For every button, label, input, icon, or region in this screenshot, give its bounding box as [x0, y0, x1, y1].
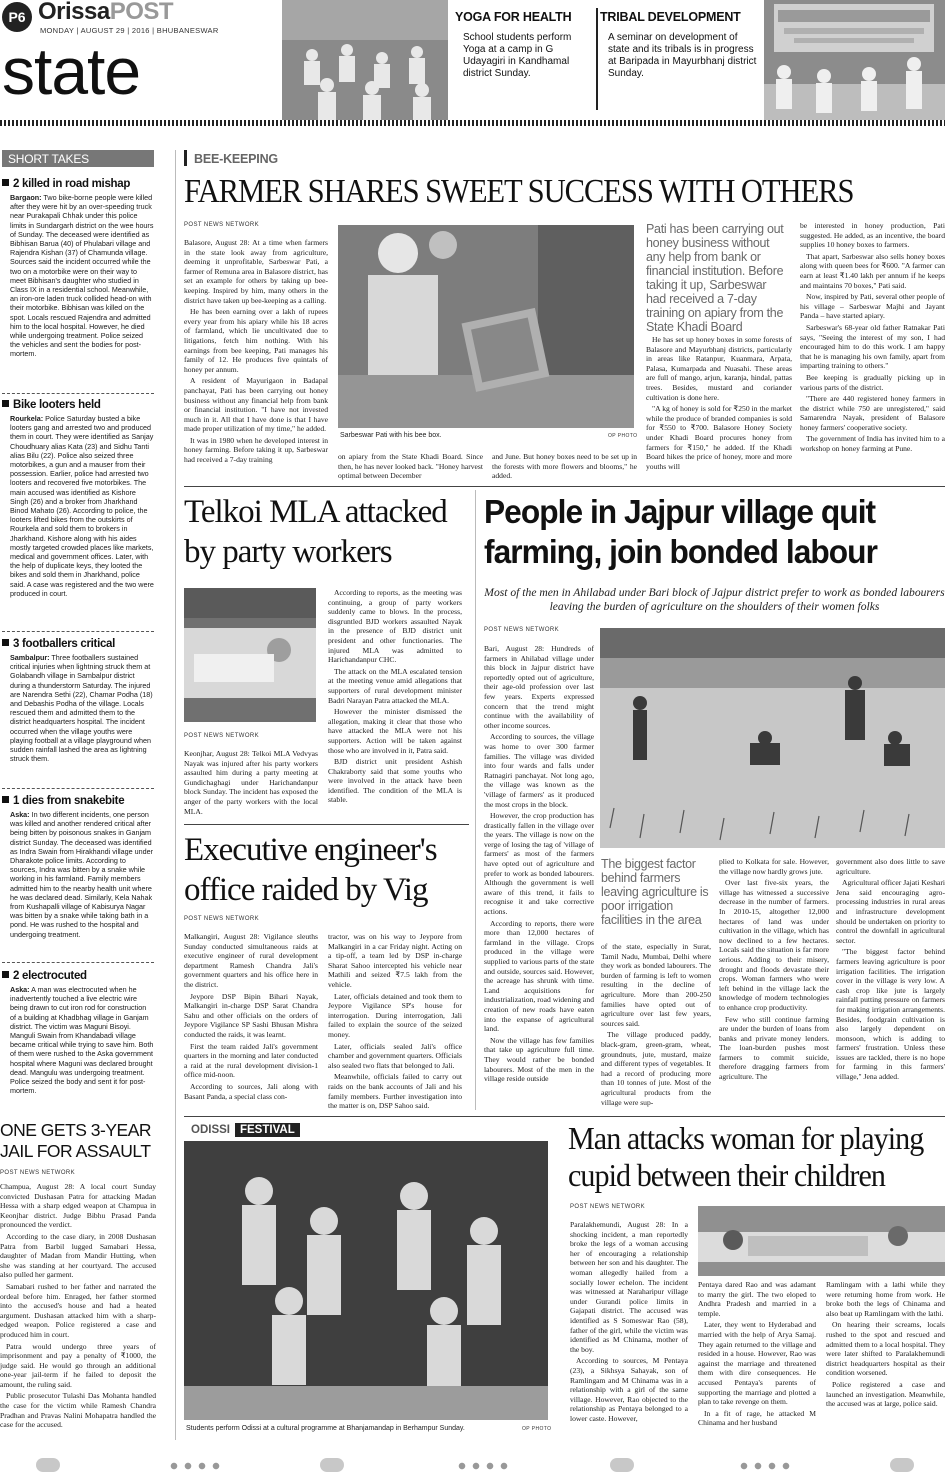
short-take-divider — [2, 962, 154, 963]
paragraph: tractor, was on his way to Jeypore from Malkangiri in a car Friday night. Acting on a tip-off, a team led by DSP in-charge Sharat Sahoo intercepted his vehicle near Mathili and seized ₹7.5 lakh from the vehicle. — [328, 932, 462, 989]
paragraph: The government of India has invited him to a workshop on honey farming at Pune. — [800, 434, 945, 454]
paragraph: Now the village has few families that take up agriculture full time. They would rather be bonded labourers. Most of the men in the village reside outside — [484, 1035, 594, 1084]
registration-marks — [0, 1450, 945, 1480]
paragraph: "The biggest factor behind farmers leaving agriculture is poor irrigation facilities. The irrigation cover in the village is very low. A cash crop like jute is largely rainfall putting pressure on farmers for making irrigation arrangements. Besides, foodgrain cultivation is also largely dependent on monsoon, which is adding to farmers' frustration. Unless these issues are tackled, there is no hope for farming in this farmers' village," Jena added. — [836, 947, 945, 1082]
paragraph: According to sources, the village was home to over 300 farmer families. The village was divided into four wards and falls under Ratnagiri panchayat. Not long ago, the village was known as the 'village of farmers' as it produced the most crops in the block. — [484, 732, 594, 809]
jajpur-column-rule — [475, 490, 476, 1110]
paragraph: Patra would undergo three years of imprisonment and pay a penalty of ₹1000, the judge said. He would go through an additional one-year jail-term if he failed to deposit the amount, the ruling said. — [0, 1341, 156, 1389]
vig-credit: POST NEWS NETWORK — [184, 916, 260, 922]
lead-credit: POST NEWS NETWORK — [184, 222, 260, 228]
jail-story — [0, 1120, 156, 1432]
tribal-photo-image — [764, 0, 945, 120]
paragraph: Sarbeswar's 68-year old father Ratnakar Pati says, "Seeing the interest of my son, I had encouraged him to do this work. I am happy that he is managing his own family, apart from imparting training to others." — [800, 322, 945, 371]
bullet-icon — [2, 971, 9, 978]
reg-mark-dots — [170, 1462, 220, 1470]
short-take-text: Two bike-borne people were killed after they were hit by an over-speeding truck near Purakapali Chhak under this police limits in Sundargarh district on the wee hours of Sunday. The deceased were identified as Bibhisan Barua (40) of Phulabari village and Rajendra Kishan (37) of Chamunda village. Sources said the incident occurred while the two on a motorbike were on their way to meet Bibhisan's daughter who studied in Class IX in a residential school. Meanwhile, an iron-ore laden truck collided head-on with their motorbike. Bibhisan was killed on the spot. Locals rescued Rajendra and admitted him to the local hospital. However, he died while undergoing treatment. Police seized the vehicles and sent the bodies for post-mortem. — [10, 193, 154, 359]
short-takes-header — [2, 150, 154, 167]
page-number-badge: P6 — [2, 2, 32, 32]
paragraph: The village produced paddy, black-gram, green-gram, wheat, groundnuts, jute, mustard, maize and different types of vegetables. It had a record of producing more than 10 tonnes of jute. Most of the agricultural products from the village were sup- — [601, 1030, 711, 1107]
paragraph: Champua, August 28: A local court Sunday convicted Dushasan Patra for attacking Madan Hessa with a sharp edged weapon at Champua in Keonjhar district. Judge Bibhu Prasad Panda pronounced the verdict. — [0, 1182, 156, 1230]
bullet-icon — [2, 400, 9, 407]
odissi-kicker-2: FESTIVAL — [235, 1123, 300, 1137]
cupid-col2 — [698, 1280, 816, 1430]
paragraph: Pentaya dared Rao and was adamant to marry the girl. The two eloped to Andhra Pradesh and married in a temple. — [698, 1280, 816, 1318]
paragraph: Police registered a case and launched an investigation. Meanwhile, the accused was at large, police said. — [826, 1379, 945, 1409]
paragraph: Now, inspired by Pati, several other people of his village – Sarbeswar Majhi and Jayant Panda – have started apiary. — [800, 292, 945, 321]
lead-col1 — [184, 238, 328, 467]
paragraph: government also does little to save agriculture. — [836, 857, 945, 876]
short-take-title: 1 dies from snakebite — [13, 795, 125, 807]
paragraph: "There are 440 registered honey farmers in the district while 750 are unregistered," said Samarendra Nayak, president of Balasore honey farmers' cooperative society. — [800, 394, 945, 432]
short-take-title: 3 footballers critical — [13, 638, 116, 650]
paragraph: According to sources, Jali along with Basant Panda, a special class con- — [184, 1081, 318, 1101]
promo-tribal[interactable] — [600, 0, 760, 120]
odissi-kicker — [186, 1124, 300, 1140]
beekeeper-photo-credit: OP PHOTO — [608, 433, 638, 439]
short-take-2 — [2, 399, 154, 598]
telkoi-headline: Telkoi MLA attacked by party workers — [184, 494, 447, 570]
bullet-icon — [2, 796, 9, 803]
reg-mark-oval — [890, 1458, 914, 1472]
paragraph: According to sources, M Pentaya (23), a Sikhsya Sahayak, son of Ramlingam and M Chinama was in a relationship with a girl of the same village. However, Rao objected to the relationship as Pentaya belonged to a lower caste. However, — [570, 1356, 688, 1423]
paragraph: That apart, Sarbeswar also sells honey boxes along with queen bees for ₹600. "A farmer can earn at least ₹1.40 lakh per annum if he keeps and maintains 70 boxes," Pati said. — [800, 251, 945, 290]
section-title: state — [2, 34, 141, 108]
cupid-photo-image — [698, 1206, 945, 1276]
lead-headline: FARMER SHARES SWEET SUCCESS WITH OTHERS — [184, 173, 854, 210]
jajpur-col2 — [601, 942, 711, 1109]
short-take-place: Sambalpur: — [10, 653, 50, 662]
cupid-headline: Man attacks woman for playing cupid between their children — [568, 1120, 924, 1193]
paragraph: Samabari rushed to her father and narrated the ordeal before him. Enraged, her father stormed into the accused's house and had a heated argument. Dushasan attacked him with a sharp-edged weapon. Police registered a case and produced him in court. — [0, 1281, 156, 1339]
odissi-photo-image — [184, 1141, 548, 1420]
short-take-title: Bike looters held — [13, 399, 101, 411]
short-take-place: Aska: — [10, 810, 30, 819]
lead-col4 — [646, 335, 792, 473]
paragraph: Malkangiri, August 28: Vigilance sleuths Sunday conducted simultaneous raids at executive engineer of rural development department Ramesh Chandra Jali's government quarters and his office here in the district. — [184, 932, 318, 989]
bullet-icon — [2, 179, 9, 186]
paragraph: It was in 1980 when he developed interest in honey farming. Before taking it up, Sarbeswar had received a 7-day training — [184, 435, 328, 465]
yoga-photo-image — [282, 0, 448, 120]
paragraph: First the team raided Jali's government quarters in the morning and later conducted a raid at the rural development division-1 office mid-noon. — [184, 1041, 318, 1080]
dateline: MONDAY | AUGUST 29 | 2016 | BHUBANESWAR — [40, 26, 219, 35]
telkoi-col2 — [328, 588, 462, 807]
odissi-divider — [184, 1116, 945, 1117]
lead-col3-bottom: and June. But honey boxes need to be set up in the forests with more flowers and blooms," he added. — [492, 452, 637, 481]
jajpur-deck: Most of the men in Ahilabad under Bari block of Jajpur district prefer to work as bonded labourers leaving the burden of agriculture on the shoulders of their women folks — [484, 586, 945, 613]
short-take-place: Aska: — [10, 985, 30, 994]
paper-name-post: POST — [109, 0, 174, 25]
paragraph: However, the crop production has drastically fallen in the village over the years. The village is now on the verge of losing the tag of 'village of farmers' as most of the farmers have opted out of agriculture and prefer to work as bonded labourers. Although the government is well aware of this trend, it fails to recognise it and take corrective actions. — [484, 811, 594, 917]
reg-mark-oval — [320, 1458, 344, 1472]
vig-col1 — [184, 932, 318, 1103]
promo-yoga-title: YOGA FOR HEALTH — [455, 10, 572, 24]
masthead-separator — [0, 120, 945, 126]
promo-tribal-title: TRIBAL DEVELOPMENT — [600, 10, 741, 24]
column-rule — [175, 150, 176, 1440]
paddy-field-photo-image — [600, 628, 945, 848]
jail-headline: ONE GETS 3-YEAR JAIL FOR ASSAULT — [0, 1120, 152, 1161]
paragraph: "A kg of honey is sold for ₹250 in the market while the produce of branded companies is sold for ₹550 to ₹700. Balasore Honey Society under Khadi Board procures honey from farmers for ₹150," he added. If the Khadi Board hikes the price of honey, more and more youths will — [646, 404, 792, 471]
beekeeper-caption: Sarbeswar Pati with his bee box. — [340, 432, 442, 439]
odissi-photo — [184, 1141, 548, 1420]
short-takes-title: SHORT TAKES — [8, 152, 89, 166]
reg-mark-dots — [740, 1462, 790, 1470]
paragraph: The attack on the MLA escalated tension at the meeting venue amid allegations that supporters of rural development minister Badri Narayan Patra attacked the MLA. — [328, 666, 462, 705]
jajpur-col3 — [719, 857, 829, 1084]
paragraph: be interested in honey production, Pati suggested. He added, as an incentive, the board supplies 10 honey boxes to farmers. — [800, 221, 945, 250]
paragraph: Jeypore DSP Bipin Bihari Nayak, Malkangiri in-charge DSP Sarat Chandra Sahu and other officials on the orders of Jeypore Vigilance SP Sashi Bhusan Mishra conducted the raids, it was learnt. — [184, 991, 318, 1039]
promo-tribal-text: A seminar on development of state and its tribals is in progress at Baripada in Mayurbhanj district Sunday. — [608, 32, 757, 79]
vig-col2 — [328, 932, 462, 1113]
paper-name-orissa: Orissa — [38, 0, 110, 25]
short-take-divider — [2, 631, 154, 632]
lead-col2-bottom: on apiary from the State Khadi Board. Since then, he has never looked back. "Honey harvest optimal between December — [338, 452, 483, 481]
short-take-place: Rourkela: — [10, 414, 44, 423]
reg-mark-dots — [458, 1462, 508, 1470]
short-take-place: Bargaon: — [10, 193, 42, 202]
paragraph: Later, officials detained and took them to Jeypore Vigilance SP's house for interrogation. During interrogation, Jali failed to explain the source of the seized money. — [328, 991, 462, 1039]
paddy-field-photo — [600, 628, 945, 848]
cupid-credit: POST NEWS NETWORK — [570, 1204, 646, 1210]
paragraph: According to the case diary, in 2008 Dushasan Patra from Barbil lugged Samabari Hessa, daughter of Madan from Mandir Hutting, when she was standing at her courtyard. The accused also pulled her garment. — [0, 1231, 156, 1280]
beekeeper-photo-image — [338, 225, 634, 428]
paragraph: plied to Kolkata for sale. However, the village now hardly grows jute. — [719, 857, 829, 876]
short-take-3 — [2, 638, 154, 763]
vig-headline: Executive engineer's office raided by Vig — [184, 832, 437, 908]
promo-yoga-text: School students perform Yoga at a camp in G Udayagiri in Kandhamal district Sunday. — [463, 32, 572, 79]
short-take-text: In two different incidents, one person was killed and another rendered critical after being bitten by poisonous snakes in Ganjam district Sunday. The deceased was identified as Indra Swain from Hirakhandi village under Dharakote police limits. According to sources, Indra was bitten by a snake while working in his farmland. Family members admitted him to the nearby health unit where he was declared dead. Similarly, Kela Nahak from Kushapalli village of Kabisurya Nagar was bitten by a snake while taking bath in a pond. He was rushed to the hospital and undergoing treatment. — [10, 810, 154, 939]
jajpur-col4 — [836, 857, 945, 1084]
vig-divider — [184, 824, 469, 825]
telkoi-col1: Keonjhar, August 28: Telkoi MLA Vedvyas Nayak was injured after his party workers assaulted him during a party meeting at Gundichaghagi under Harichandanpur block Sunday. The incident has exposed the anger of the party workers with the local MLA. — [184, 749, 318, 816]
paragraph: He has set up honey boxes in some forests of Balasore and Mayurbhanj districts, particularly in areas like Ratanpur, Kuanmara, Arpata, Palasa, Kumarpada and Nuasahi. These areas are full of mango, arjun, karanja, hindal, pattas trees. Besides, mustard and coriander cultivation is done here. — [646, 335, 792, 402]
section-divider — [184, 486, 945, 487]
short-take-title: 2 electrocuted — [13, 970, 87, 982]
lead-col5 — [800, 221, 945, 456]
paragraph: Over last five-six years, the village has witnessed a successive decrease in the number of farmers. In 2010-15, altogether 12,000 hectares of land was under cultivation in the village, which has now declined to a few hectares. Locals said the situation is far more serious. Adding to their misery, drought and floods devastate their crops. Woman farmers who were left behind in the village lack the knowledge of modern technologies to enhance crop productivity. — [719, 878, 829, 1012]
promo-divider — [596, 8, 598, 110]
short-take-1 — [2, 178, 154, 359]
telkoi-photo — [184, 588, 316, 722]
cupid-col3 — [826, 1280, 945, 1411]
paragraph: BJD district unit president Ashish Chakraborty said that some youths who were involved in the attack have been identified. The condition of the MLA is stable. — [328, 757, 462, 805]
odissi-caption: Students perform Odissi at a cultural programme at Bhanjamandap in Berhampur Sunday. — [186, 1425, 465, 1432]
beekeeper-photo — [338, 225, 634, 428]
paragraph: Paralakhemundi, August 28: In a shocking incident, a man reportedly broke the legs of a woman accusing her of encouraging a relationship between her son and his daughter. The woman allegedly hailed from a socially lower echelon. The incident was witnessed at Naraharipur village under Gurandi police limits in Gajapati district. The accused was identified as S Someswar Rao (58), father of the girl, while the victim was identified as M Chinama, mother of the boy. — [570, 1220, 688, 1354]
jail-body — [0, 1182, 156, 1430]
jajpur-headline: People in Jajpur village quit farming, join bonded labour — [484, 493, 877, 570]
cupid-col1 — [570, 1220, 688, 1425]
jail-credit: POST NEWS NETWORK — [0, 1170, 76, 1176]
short-take-text: Police Saturday busted a bike looters gang and arrested two and produced them in court. They were identified as Sanjay Choudhuary alias Kata (23) and Sidhu Tanti alias Bilu (22). Police also seized three motorbikes, a gun and a mauser from their possession. Earlier, police had arrested two looters and recovered five motorbikes. The main accused was identified as Kishore Singh (26) and a broker from Jharkhand Binod Mahato (26). According to police, the looters lifted bikes from the outskirts of Rourkela and sold them to brokers in Jharkhand. Kishore along with his aides mostly targeted crowded places like markets, medical and government offices. Later, with the help of duplicate keys, they looted the bikes and sold them in Jharkhand, police said. A case was registered and the two were produced in court. — [10, 414, 154, 598]
tribal-photo — [764, 0, 945, 120]
paragraph: Later, they went to Hyderabad and married with the help of Arya Samaj. They again returned to the village and resided in a house. However, Rao was against the marriage and threatened them with dire consequences. He accused Pentaya's parents of supporting the marriage and plotted a plan to take revenge on them. — [698, 1320, 816, 1407]
promo-yoga[interactable] — [455, 0, 595, 120]
telkoi-credit: POST NEWS NETWORK — [184, 733, 260, 739]
masthead — [0, 0, 280, 118]
paragraph: According to reports, as the meeting was continuing, a group of party workers suddenly came to blows. In the process, disgruntled BJD workers assaulted Nayak in the presence of BJD district unit president and other functionaries. The injured MLA was admitted to Harichandanpur CHC. — [328, 588, 462, 665]
bullet-icon — [2, 639, 9, 646]
paragraph: Meanwhile, officials failed to carry out raids on the bank accounts of Jali and his family members. Further investigation into the matter is on, DSP Sahoo said. — [328, 1072, 462, 1111]
short-take-text: Three footballers sustained critical injuries when lightning struck them at Golabandh village in Sambalpur district during a thunderstorm Saturday. The injured are Narendra Sethi (22), Chamar Podha (18) and Debashis Podha of the village. Locals rescued them and admitted them to the district headquarters hospital. The incident occurred when the village youths were playing football at a village playground when sudden rainfall lashed the area as lightning struck them. — [10, 653, 153, 764]
odissi-credit: OP PHOTO — [522, 1426, 552, 1432]
short-take-text: A man was electrocuted when he inadvertently touched a live electric wire being drawn to cut iron rod for construction of a building at Khadbhag village in Ganjam district. The victim was Maguni Bisoyi. Manguli Swain from Khandabadi village became critical while trying to save him. Both of them were rushed to the Aska government hospital where Maguni was declared brought dead. Mangulu was undergoing treatment. Police seized the body and sent it for post-mortem. — [10, 985, 154, 1096]
short-take-divider — [2, 393, 154, 394]
lead-pullquote: Pati has been carrying out honey business without any help from bank or financial institution. Before taking it up, Sarbeswar had received a 7-day training on apiary from the State Khadi Board — [646, 222, 784, 334]
paragraph: Bee keeping is gradually picking up in various parts of the district. — [800, 372, 945, 392]
paragraph: Bari, August 28: Hundreds of farmers in Ahilabad village under this block in Jajpur district have reportedly opted out of agriculture, their age-old profession over last few years. Experts expressed concern that the trend might continue with the availability of other income sources. — [484, 644, 594, 730]
short-take-4 — [2, 795, 154, 939]
paragraph: He has been earning over a lakh of rupees every year from his apiary while his 18 acres of farmland, which lie uncultivated due to litigations, fetch him nothing. With his earnings from bee keeping, Pati manages his family of 12. He produces five quintals of honey per annum. — [184, 307, 328, 374]
lead-kicker — [184, 150, 278, 166]
paragraph: Balasore, August 28: At a time when farmers in the state look away from agriculture, deeming it unprofitable, Sarbeswar Pati, a farmer of Remuna area in Balasore district, has set an example for others by taking up bee-keeping. Inspired by him, many others in the district have taken up bee-keeping as a calling. — [184, 238, 328, 305]
paragraph: However the minister dismissed the allegation, making it clear that those who have attacked the MLA were not his supporters. Action will be taken against those who are involved in it, Patra said. — [328, 707, 462, 755]
reg-mark-oval — [36, 1458, 60, 1472]
paragraph: On hearing their screams, locals rushed to the spot and rescued and admitted them to a local hospital. They were later shifted to Paralakhemundi district headquarters hospital as their condition worsened. — [826, 1320, 945, 1378]
paragraph: A resident of Mayurigaon in Badapal panchayat, Pati has been carrying out honey business without any financial help from bank or financial institution. "I have not invested much in it. All that I have done is that I have made proper utilization of my time," he added. — [184, 376, 328, 434]
short-take-5 — [2, 970, 154, 1095]
reg-mark-oval — [610, 1458, 634, 1472]
odissi-kicker-1: ODISSI — [186, 1123, 235, 1137]
short-take-divider — [2, 788, 154, 789]
telkoi-photo-image — [184, 588, 316, 722]
paragraph: Ramlingam with a lathi while they were returning home from work. He broke both the legs of Chinama and also beat up Ramlingam with the lathi. — [826, 1280, 945, 1318]
paragraph: Few who still continue farming are under the burden of loans from banks and private money lenders. The loan-burden pushes most farmers to commit suicide, therefore dragging farmers from agriculture. The — [719, 1014, 829, 1082]
paragraph: Public prosecutor Tulashi Das Mohanta handled the case for the victim while Ramesh Chandra Pradhan and Pravas Nalini Mohapatra handled the case for the accused. — [0, 1391, 156, 1430]
paragraph: Agricultural officer Jajati Keshari Jena said encouraging agro-processing industries in rural areas and infrastructure development should be undertaken on priority to control the downfall in agricultural sector. — [836, 878, 945, 945]
jajpur-pullquote: The biggest factor behind farmers leaving agriculture is poor irrigation facilities in the area — [601, 857, 709, 927]
yoga-photo — [282, 0, 448, 120]
paragraph: of the state, especially in Surat, Tamil Nadu, Mumbai, Delhi where they work as bonded labourers. The burden of farming is left to women resulting in the decline of agriculture. More than 200-250 families have opted out of agriculture over last few years, sources said. — [601, 942, 711, 1028]
lead-kicker-text: BEE-KEEPING — [194, 152, 278, 166]
paragraph: According to reports, there were more than 12,000 hectares of farmland in the village. Crops produced in the village were supplied to various parts of the state and outside, sources said. However, the acreage has shrunk with time. Land acquisitions for industrialization, road widening and creation of new roads have eaten into the expanse of agricultural land. — [484, 918, 594, 1034]
jajpur-col1 — [484, 644, 594, 1086]
paragraph: In a fit of rage, he attacked M Chinama and her husband — [698, 1408, 816, 1428]
jajpur-credit: POST NEWS NETWORK — [484, 627, 560, 633]
short-take-title: 2 killed in road mishap — [13, 178, 131, 190]
paragraph: Later, officials sealed Jali's office chamber and government quarters. Officials also sealed two flats that belonged to Jali. — [328, 1041, 462, 1070]
paper-name — [38, 0, 173, 25]
cupid-photo — [698, 1206, 945, 1276]
